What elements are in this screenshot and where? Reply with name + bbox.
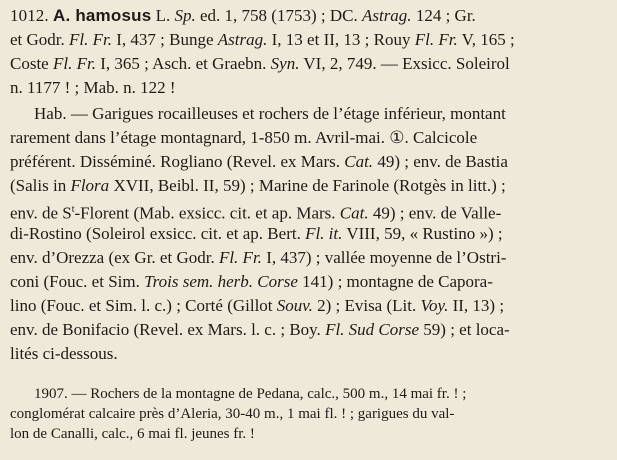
text-run: 2) ; Evisa (Lit. — [312, 296, 421, 315]
habitat-line-4 — [10, 174, 607, 197]
habitat-line-10 — [10, 318, 607, 341]
superscript: t — [71, 204, 75, 215]
text-run: V, 165 ; — [457, 30, 515, 49]
italic-ref: Trois sem. herb. Corse — [144, 272, 298, 291]
text-run: (Salis in — [10, 176, 71, 195]
italic-ref: Fl. Fr. — [69, 30, 113, 49]
text-run: conglomérat calcaire près d’Aleria, 30-40 m., 1 mai fl. ! ; garigues du val- — [10, 406, 455, 422]
text-run: 1907. — Rochers de la montagne de Pedana, calc., 500 m., 14 mai fr. ! ; — [34, 386, 467, 402]
collection-line-1 — [34, 384, 607, 404]
text-run: L. — [155, 6, 175, 25]
text-run: VIII, 59, « Rustino ») ; — [342, 224, 503, 243]
habitat-line-1 — [34, 102, 607, 125]
italic-ref: Syn. — [270, 54, 300, 73]
text-run: . Calcicole — [404, 128, 478, 147]
text-run: I, 437 ; Bunge — [112, 30, 218, 49]
text-run: 49) ; env. de Valle- — [368, 203, 502, 223]
italic-ref: Fl. it. — [305, 224, 343, 243]
text-run: 141) ; montagne de Capora- — [297, 272, 493, 291]
habitat-line-8 — [10, 270, 607, 293]
italic-ref: Cat. — [344, 152, 374, 171]
text-run: Coste — [10, 54, 53, 73]
entry-line-2 — [10, 28, 607, 51]
text-run: I, 13 et II, 13 ; Rouy — [267, 30, 415, 49]
text-run: lités ci-dessous. — [10, 344, 118, 363]
italic-ref: Astrag. — [217, 30, 268, 49]
habitat-line-3 — [10, 150, 607, 173]
text-run: coni (Fouc. et Sim. — [10, 272, 145, 291]
italic-ref: Flora — [70, 176, 110, 195]
entry-line-1 — [10, 4, 607, 27]
text-run: I, 437) ; vallée moyenne de l’Ostri- — [261, 248, 507, 267]
italic-ref: Fl. Fr. — [218, 248, 262, 267]
italic-ref: Fl. Sud Corse — [325, 320, 420, 339]
habitat-line-9 — [10, 294, 607, 317]
habitat-line-2 — [10, 126, 607, 149]
collection-line-3 — [10, 424, 607, 444]
entry-line-3 — [10, 52, 607, 75]
text-run: et Godr. — [10, 30, 70, 49]
text-run: préférent. Disséminé. Rogliano (Revel. ex Mars. — [10, 152, 345, 171]
entry-number: 1012. — [10, 6, 49, 25]
italic-ref: Fl. Fr. — [414, 30, 458, 49]
habitat-line-6 — [10, 222, 607, 245]
text-run: I, 365 ; Asch. et Graebn. — [95, 54, 271, 73]
italic-ref: Fl. Fr. — [52, 54, 96, 73]
entry-line-4 — [10, 76, 607, 99]
text-run: env. de Bonifacio (Revel. ex Mars. l. c. ; Boy. — [10, 320, 326, 339]
italic-ref: Voy. — [420, 296, 449, 315]
text-run: 124 ; Gr. — [411, 6, 476, 25]
text-run: 59) ; et loca- — [419, 320, 510, 339]
text-run: -Florent (Mab. exsicc. cit. et ap. Mars. — [74, 203, 340, 223]
text-run: 49) ; env. de Bastia — [373, 152, 508, 171]
text-run: VI, 2, 749. — Exsicc. Soleirol — [299, 54, 510, 73]
text-run: di-Rostino (Soleirol exsicc. cit. et ap. Bert. — [10, 224, 306, 243]
text-run: env. d’Orezza (ex Gr. et Godr. — [10, 248, 219, 267]
taxon-name: A. hamosus — [53, 6, 152, 25]
habitat-line-5 — [10, 198, 607, 225]
italic-ref: Sp. — [174, 6, 196, 25]
text-run: lino (Fouc. et Sim. l. c.) ; Corté (Gillot — [10, 296, 277, 315]
collection-line-2 — [10, 404, 607, 424]
italic-ref: Astrag. — [361, 6, 412, 25]
italic-ref: Cat. — [339, 203, 369, 223]
text-run: rarement dans l’étage montagnard, 1-850 m. Avril-mai. — [10, 128, 390, 147]
text-run: n. 1177 ! ; Mab. n. 122 ! — [10, 78, 176, 97]
text-run: II, 13) ; — [448, 296, 505, 315]
text-run: XVII, Beibl. II, 59) ; Marine de Farinole (Rotgès in litt.) ; — [109, 176, 506, 195]
text-run: Hab. — Garigues rocailleuses et rochers de l’étage inférieur, montant — [34, 104, 506, 123]
habitat-line-11 — [10, 342, 607, 365]
italic-ref: Souv. — [276, 296, 313, 315]
habitat-line-7 — [10, 246, 607, 269]
text-run: env. de S — [10, 203, 72, 223]
annual-symbol-icon: ① — [389, 128, 405, 147]
text-run: lon de Canalli, calc., 6 mai fl. jeunes fr. ! — [10, 426, 255, 442]
text-run: ed. 1, 758 (1753) ; DC. — [195, 6, 362, 25]
